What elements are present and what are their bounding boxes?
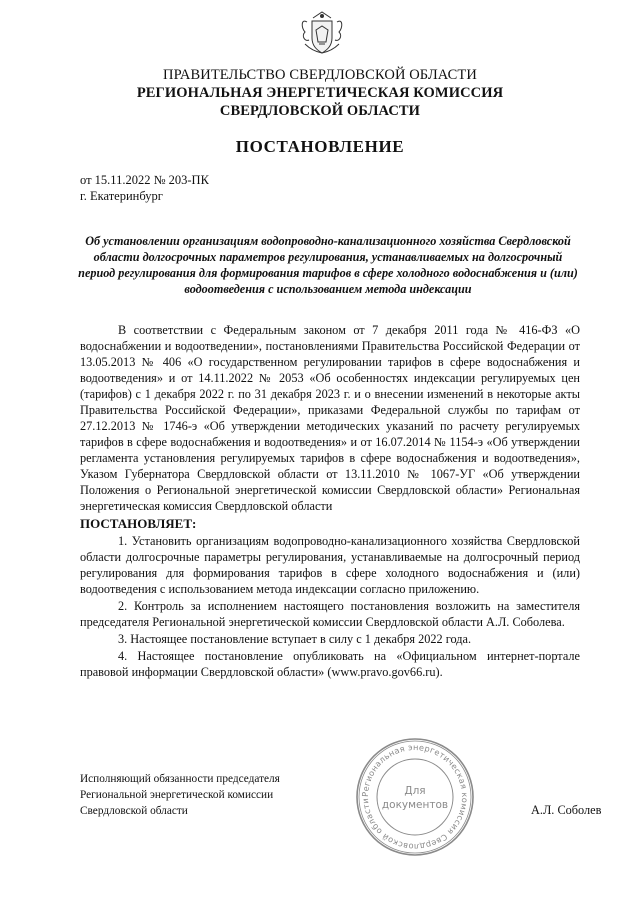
city: г. Екатеринбург bbox=[80, 189, 163, 203]
header-commission: РЕГИОНАЛЬНАЯ ЭНЕРГЕТИЧЕСКАЯ КОМИССИЯ bbox=[136, 85, 504, 101]
signer-position: Исполняющий обязанности председателя bbox=[80, 773, 280, 785]
header-government: ПРАВИТЕЛЬСТВО СВЕРДЛОВСКОЙ ОБЛАСТИ bbox=[163, 67, 477, 83]
document-header bbox=[0, 66, 640, 120]
date-number: от 15.11.2022 № 203-ПК bbox=[80, 173, 209, 187]
document-body bbox=[80, 322, 580, 680]
coat-of-arms-icon bbox=[297, 8, 347, 58]
preamble: В соответствии с Федеральным законом от 7 декабря 2011 года № 416-ФЗ «О водоснабжении и водоотведении», постановлениями Правительства Российской Федерации от 13.05.2013 № 406 «О государственном регулировании тарифов в сфере водоснабжения и водоотведения» и от 14.11.2022 № 2053 «Об особенностях индексации регулируемых цен (тарифов) с 1 декабря 2022 г. по 31 декабря 2023 г. и о внесении изменений в некоторые акты Правительства Российской Федерации», приказами Федеральной службы по тарифам от 27.12.2013 № 1746-э «Об утверждении методических указаний по расчету регулируемых тарифов в сфере водоснабжения и водоотведения» и от 16.07.2014 № 1154-э «Об утверждении регламента установления регулируемых тарифов в сфере водоснабжения и водоотведения», Указом Губернатора Свердловской области от 13.11.2010 № 1067-УГ «Об утверждении Положения о Региональной энергетической комиссии Свердловской области» Региональная энергетическая комиссия Свердловской области bbox=[80, 323, 580, 513]
document-type: ПОСТАНОВЛЕНИЕ bbox=[235, 137, 405, 156]
stamp-center-line1: Для bbox=[404, 785, 426, 797]
decree-item: 4. Настоящее постановление опубликовать на «Официальном интернет-портале правовой информации Свердловской области» (www.pravo.gov66.ru). bbox=[80, 649, 580, 679]
decree-item: 1. Установить организациям водопроводно-канализационного хозяйства Свердловской области долгосрочные параметры регулирования, устанавливаемые на долгосрочный период регулирования для формирования тарифов в сфере холодного водоснабжения и (или) водоотведения с использованием метода индексации согласно приложению. bbox=[80, 534, 580, 596]
decree-heading: ПОСТАНОВЛЯЕТ: bbox=[80, 516, 197, 531]
document-meta bbox=[80, 172, 209, 204]
svg-text:Региональная энергетическая ко bbox=[360, 742, 470, 852]
official-stamp bbox=[354, 736, 476, 858]
stamp-ring-text: Региональная энергетическая комиссия Свердловской области bbox=[359, 741, 471, 853]
signer-name: А.Л. Соболев bbox=[531, 803, 602, 817]
stamp-center-line2: документов bbox=[381, 799, 449, 811]
header-region: СВЕРДЛОВСКОЙ ОБЛАСТИ bbox=[219, 103, 421, 119]
decree-item: 3. Настоящее постановление вступает в силу с 1 декабря 2022 года. bbox=[118, 632, 472, 646]
signature-block bbox=[80, 771, 280, 819]
signer-region: Свердловской области bbox=[80, 805, 188, 817]
signer-organization: Региональной энергетической комиссии bbox=[80, 789, 274, 801]
document-title: Об установлении организациям водопроводно-канализационного хозяйства Свердловской области долгосрочных параметров регулирования, устанавливаемых на долгосрочный период регулирования для формирования тарифов в сфере холодного водоснабжения и (или) водоотведения с использованием метода индексации bbox=[78, 234, 578, 296]
decree-item: 2. Контроль за исполнением настоящего постановления возложить на заместителя председателя Региональной энергетической комиссии Свердловской области А.Л. Соболева. bbox=[80, 599, 580, 629]
